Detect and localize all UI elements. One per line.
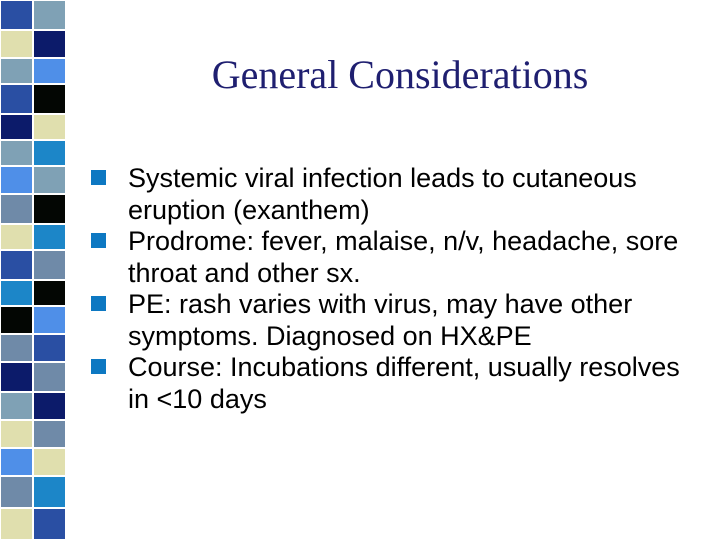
bullet-item bbox=[84, 226, 704, 289]
stripe-block bbox=[0, 30, 33, 58]
stripe-block bbox=[0, 250, 33, 280]
bullet-text: Course: Incubations different, usually resolves in <10 days bbox=[128, 352, 680, 414]
bullet-square-icon bbox=[91, 170, 106, 185]
stripe-block bbox=[0, 0, 33, 30]
stripe-block bbox=[33, 30, 66, 58]
slide-title: General Considerations bbox=[211, 52, 589, 97]
bullet-item bbox=[84, 289, 704, 352]
stripe-block bbox=[0, 334, 33, 362]
stripe-block bbox=[33, 140, 66, 166]
stripe-block bbox=[0, 392, 33, 420]
stripe-block bbox=[33, 114, 66, 140]
stripe-block bbox=[0, 140, 33, 166]
stripe-block bbox=[33, 224, 66, 250]
bullet-list bbox=[84, 163, 704, 415]
stripe-block bbox=[33, 306, 66, 334]
stripe-block bbox=[0, 114, 33, 140]
stripe-block bbox=[0, 84, 33, 114]
stripe-block bbox=[33, 250, 66, 280]
decorative-stripe bbox=[0, 0, 67, 540]
stripe-block bbox=[0, 166, 33, 194]
stripe-block bbox=[33, 476, 66, 508]
stripe-block bbox=[0, 194, 33, 224]
stripe-block bbox=[33, 84, 66, 114]
stripe-block bbox=[0, 306, 33, 334]
bullet-square-icon bbox=[91, 233, 106, 248]
stripe-block bbox=[0, 420, 33, 448]
stripe-block bbox=[33, 420, 66, 448]
stripe-block bbox=[33, 448, 66, 476]
bullet-item bbox=[84, 163, 704, 226]
stripe-block bbox=[0, 224, 33, 250]
stripe-block bbox=[33, 0, 66, 30]
stripe-block bbox=[33, 392, 66, 420]
bullet-text: PE: rash varies with virus, may have other symptoms. Diagnosed on HX&PE bbox=[128, 289, 633, 351]
stripe-block bbox=[33, 508, 66, 540]
stripe-block bbox=[33, 166, 66, 194]
stripe-block bbox=[0, 280, 33, 306]
stripe-block bbox=[0, 476, 33, 508]
stripe-block bbox=[33, 362, 66, 392]
stripe-block bbox=[33, 194, 66, 224]
bullet-square-icon bbox=[91, 359, 106, 374]
stripe-block bbox=[33, 334, 66, 362]
bullet-text: Prodrome: fever, malaise, n/v, headache, sore throat and other sx. bbox=[128, 226, 679, 288]
stripe-block bbox=[33, 58, 66, 84]
bullet-item bbox=[84, 352, 704, 415]
stripe-block bbox=[33, 280, 66, 306]
stripe-block bbox=[0, 508, 33, 540]
bullet-text: Systemic viral infection leads to cutaneous eruption (exanthem) bbox=[128, 163, 637, 225]
stripe-block bbox=[0, 362, 33, 392]
bullet-square-icon bbox=[91, 296, 106, 311]
stripe-block bbox=[0, 58, 33, 84]
stripe-block bbox=[0, 448, 33, 476]
